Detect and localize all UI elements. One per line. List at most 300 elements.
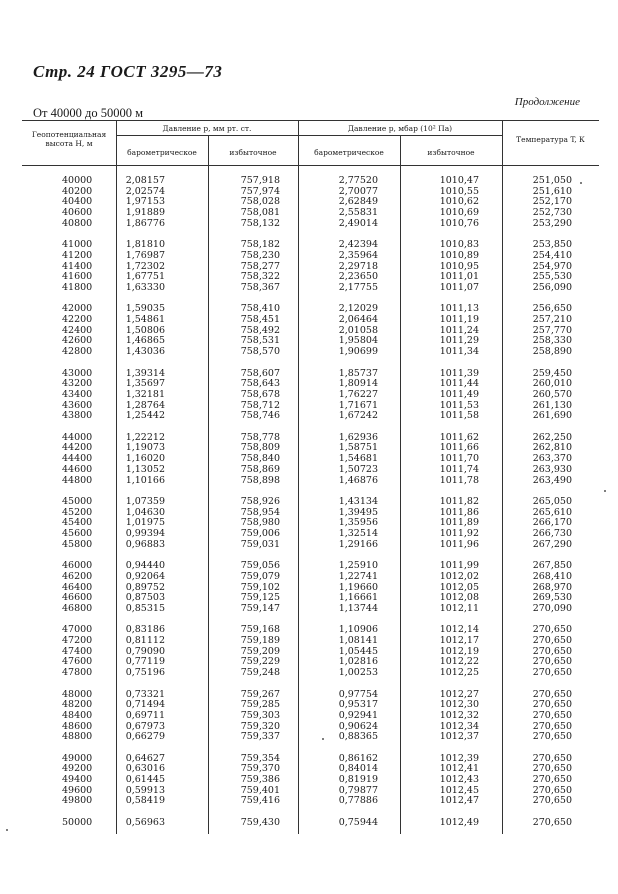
cell-temperature: 257,210	[532, 314, 572, 326]
cell-barometric-mbar: 0,90624	[338, 720, 378, 732]
cell-height: 49600	[62, 784, 93, 796]
cell-height: 47600	[62, 656, 93, 668]
cell-barometric-mbar: 2,01058	[338, 324, 378, 336]
cell-excess-mbar: 1011,82	[439, 495, 479, 507]
cell-barometric-mbar: 1,46876	[338, 474, 378, 486]
row-group	[22, 240, 599, 304]
cell-excess-mbar: 1012,43	[439, 774, 479, 786]
cell-barometric-mmhg: 1,46865	[125, 335, 165, 347]
table-row	[22, 197, 599, 208]
cell-barometric-mbar: 1,19660	[338, 581, 378, 593]
cell-excess-mmhg: 758,570	[240, 346, 280, 358]
cell-barometric-mmhg: 0,63016	[125, 763, 165, 775]
cell-temperature: 270,650	[532, 688, 572, 700]
table-row	[22, 508, 599, 519]
cell-excess-mbar: 1012,27	[439, 688, 479, 700]
cell-barometric-mbar: 2,55831	[338, 207, 378, 219]
cell-barometric-mbar: 1,05445	[338, 645, 378, 657]
cell-excess-mbar: 1011,29	[439, 335, 479, 347]
row-group	[22, 561, 599, 625]
cell-excess-mbar: 1011,19	[439, 314, 479, 326]
cell-excess-mbar: 1012,34	[439, 720, 479, 732]
cell-height: 47400	[62, 645, 93, 657]
cell-excess-mbar: 1012,39	[439, 752, 479, 764]
cell-barometric-mmhg: 1,72302	[125, 260, 165, 272]
cell-excess-mmhg: 758,367	[240, 281, 280, 293]
cell-barometric-mmhg: 0,85315	[125, 602, 165, 614]
cell-temperature: 254,410	[532, 249, 572, 261]
cell-excess-mmhg: 758,898	[240, 474, 280, 486]
cell-barometric-mmhg: 1,39314	[125, 367, 165, 379]
table-row	[22, 529, 599, 540]
cell-excess-mmhg: 759,102	[240, 581, 280, 593]
cell-excess-mmhg: 759,267	[240, 688, 280, 700]
cell-temperature: 266,170	[532, 517, 572, 529]
cell-temperature: 270,650	[532, 645, 572, 657]
cell-height: 49800	[62, 795, 93, 807]
cell-barometric-mbar: 2,49014	[338, 217, 378, 229]
cell-barometric-mbar: 1,95804	[338, 335, 378, 347]
cell-excess-mbar: 1012,47	[439, 795, 479, 807]
cell-barometric-mbar: 1,90699	[338, 346, 378, 358]
cell-barometric-mmhg: 0,66279	[125, 731, 165, 743]
table-row	[22, 540, 599, 551]
cell-barometric-mbar: 2,29718	[338, 260, 378, 272]
table-row	[22, 465, 599, 476]
cell-barometric-mmhg: 2,08157	[125, 175, 165, 186]
row-group	[22, 818, 599, 832]
cell-barometric-mbar: 0,75944	[338, 816, 378, 828]
cell-temperature: 251,610	[532, 185, 572, 197]
cell-barometric-mbar: 2,23650	[338, 271, 378, 283]
cell-excess-mbar: 1011,74	[439, 463, 479, 475]
cell-barometric-mbar: 1,08141	[338, 635, 378, 646]
range-title: От 40000 до 50000 м	[33, 106, 144, 120]
cell-height: 46600	[62, 592, 93, 604]
cell-excess-mmhg: 758,132	[240, 217, 280, 229]
cell-excess-mbar: 1010,55	[439, 185, 479, 197]
cell-barometric-mbar: 1,80914	[338, 378, 378, 390]
cell-barometric-mmhg: 1,10166	[125, 474, 165, 486]
cell-height: 42600	[62, 335, 93, 347]
cell-excess-mmhg: 758,778	[240, 431, 280, 443]
cell-barometric-mmhg: 1,91889	[125, 207, 165, 219]
table-row	[22, 262, 599, 273]
table-row	[22, 187, 599, 198]
header-pressure-mbar: Давление p, мбар (10² Па)	[347, 124, 453, 133]
cell-barometric-mbar: 1,25910	[338, 560, 378, 572]
row-group	[22, 690, 599, 754]
table-header	[22, 120, 599, 166]
cell-excess-mmhg: 758,809	[240, 442, 280, 454]
cell-barometric-mbar: 1,35956	[338, 517, 378, 529]
table-row	[22, 700, 599, 711]
cell-temperature: 253,290	[532, 217, 572, 229]
cell-barometric-mbar: 2,62849	[338, 196, 378, 208]
cell-barometric-mmhg: 0,67973	[125, 720, 165, 732]
table-row	[22, 636, 599, 647]
cell-temperature: 269,530	[532, 592, 572, 604]
table-row	[22, 369, 599, 380]
cell-barometric-mmhg: 1,32181	[125, 388, 165, 400]
cell-height: 41800	[62, 281, 93, 293]
cell-temperature: 266,730	[532, 528, 572, 539]
cell-barometric-mbar: 1,00253	[338, 667, 378, 679]
header-barometric-mmhg: барометрическое	[127, 148, 197, 157]
cell-excess-mmhg: 758,410	[240, 303, 280, 315]
cell-temperature: 268,970	[532, 581, 572, 593]
cell-excess-mbar: 1011,70	[439, 453, 479, 465]
table-row	[22, 240, 599, 251]
table-row	[22, 786, 599, 797]
cell-barometric-mbar: 1,50723	[338, 463, 378, 475]
cell-barometric-mmhg: 0,75196	[125, 667, 165, 679]
table-body	[22, 176, 599, 832]
cell-temperature: 270,650	[532, 795, 572, 807]
cell-excess-mbar: 1012,49	[439, 816, 479, 828]
cell-excess-mmhg: 759,430	[240, 816, 280, 828]
cell-barometric-mmhg: 0,77119	[125, 656, 165, 668]
cell-excess-mbar: 1012,32	[439, 709, 479, 721]
cell-excess-mbar: 1012,25	[439, 667, 479, 679]
cell-barometric-mmhg: 1,19073	[125, 442, 165, 454]
cell-barometric-mmhg: 1,67751	[125, 271, 165, 283]
cell-height: 47200	[62, 635, 93, 646]
cell-temperature: 270,650	[532, 752, 572, 764]
cell-barometric-mbar: 0,79877	[338, 784, 378, 796]
cell-excess-mmhg: 758,926	[240, 495, 280, 507]
row-group	[22, 369, 599, 433]
table-row	[22, 283, 599, 294]
cell-barometric-mmhg: 0,99394	[125, 528, 165, 539]
table-row	[22, 379, 599, 390]
cell-height: 46200	[62, 570, 93, 582]
cell-excess-mbar: 1011,44	[439, 378, 479, 390]
cell-barometric-mmhg: 0,61445	[125, 774, 165, 786]
cell-height: 40000	[62, 175, 93, 186]
cell-temperature: 259,450	[532, 367, 572, 379]
cell-excess-mmhg: 759,125	[240, 592, 280, 604]
cell-excess-mmhg: 757,918	[240, 175, 280, 186]
cell-barometric-mmhg: 0,69711	[125, 709, 165, 721]
cell-excess-mbar: 1011,92	[439, 528, 479, 539]
cell-excess-mbar: 1012,05	[439, 581, 479, 593]
cell-barometric-mbar: 1,22741	[338, 570, 378, 582]
cell-barometric-mbar: 2,17755	[338, 281, 378, 293]
table-row	[22, 818, 599, 829]
cell-barometric-mbar: 0,95317	[338, 699, 378, 711]
cell-height: 46000	[62, 560, 93, 572]
table-row	[22, 497, 599, 508]
cell-barometric-mmhg: 1,04630	[125, 506, 165, 518]
cell-barometric-mmhg: 0,59913	[125, 784, 165, 796]
cell-excess-mbar: 1012,17	[439, 635, 479, 646]
cell-temperature: 252,170	[532, 196, 572, 208]
cell-height: 44800	[62, 474, 93, 486]
cell-barometric-mbar: 1,71671	[338, 399, 378, 411]
table-row	[22, 732, 599, 743]
cell-height: 41200	[62, 249, 93, 261]
continuation-label: Продолжение	[514, 96, 580, 108]
cell-barometric-mbar: 0,81919	[338, 774, 378, 786]
table-row	[22, 411, 599, 422]
table-row	[22, 326, 599, 337]
cell-height: 43000	[62, 367, 93, 379]
cell-barometric-mmhg: 1,50806	[125, 324, 165, 336]
table-row	[22, 219, 599, 230]
table-row	[22, 764, 599, 775]
cell-excess-mbar: 1012,22	[439, 656, 479, 668]
cell-barometric-mmhg: 0,79090	[125, 645, 165, 657]
cell-temperature: 260,570	[532, 388, 572, 400]
cell-temperature: 270,090	[532, 602, 572, 614]
cell-excess-mmhg: 758,322	[240, 271, 280, 283]
cell-temperature: 263,930	[532, 463, 572, 475]
cell-excess-mmhg: 759,401	[240, 784, 280, 796]
header-temperature: Температура T, К	[516, 135, 585, 144]
cell-height: 47800	[62, 667, 93, 679]
cell-excess-mbar: 1011,58	[439, 410, 479, 422]
cell-barometric-mmhg: 0,96883	[125, 538, 165, 550]
table-row	[22, 443, 599, 454]
cell-temperature: 258,890	[532, 346, 572, 358]
table-row	[22, 315, 599, 326]
table-row	[22, 176, 599, 187]
cell-height: 45400	[62, 517, 93, 529]
cell-barometric-mmhg: 1,16020	[125, 453, 165, 465]
cell-barometric-mmhg: 1,01975	[125, 517, 165, 529]
cell-temperature: 270,650	[532, 731, 572, 743]
header-excess-mbar: избыточное	[427, 148, 475, 157]
cell-excess-mbar: 1011,49	[439, 388, 479, 400]
cell-barometric-mmhg: 1,86776	[125, 217, 165, 229]
cell-temperature: 267,290	[532, 538, 572, 550]
cell-excess-mmhg: 759,147	[240, 602, 280, 614]
table-row	[22, 304, 599, 315]
cell-height: 43600	[62, 399, 93, 411]
table-row	[22, 647, 599, 658]
cell-barometric-mmhg: 1,13052	[125, 463, 165, 475]
cell-height: 42000	[62, 303, 93, 315]
cell-barometric-mmhg: 0,71494	[125, 699, 165, 711]
cell-excess-mbar: 1011,96	[439, 538, 479, 550]
cell-barometric-mmhg: 1,81810	[125, 239, 165, 251]
cell-excess-mbar: 1011,78	[439, 474, 479, 486]
cell-excess-mmhg: 759,416	[240, 795, 280, 807]
cell-barometric-mbar: 0,86162	[338, 752, 378, 764]
cell-barometric-mbar: 1,16661	[338, 592, 378, 604]
cell-height: 49400	[62, 774, 93, 786]
cell-barometric-mbar: 1,54681	[338, 453, 378, 465]
table-row	[22, 593, 599, 604]
cell-barometric-mmhg: 1,25442	[125, 410, 165, 422]
cell-height: 43400	[62, 388, 93, 400]
cell-excess-mmhg: 758,643	[240, 378, 280, 390]
cell-excess-mbar: 1011,86	[439, 506, 479, 518]
table-row	[22, 390, 599, 401]
cell-temperature: 261,690	[532, 410, 572, 422]
cell-excess-mbar: 1010,95	[439, 260, 479, 272]
header-excess-mmhg: избыточное	[229, 148, 277, 157]
table-row	[22, 754, 599, 765]
cell-excess-mmhg: 759,386	[240, 774, 280, 786]
cell-temperature: 270,650	[532, 784, 572, 796]
cell-excess-mbar: 1012,45	[439, 784, 479, 796]
cell-barometric-mbar: 2,77520	[338, 175, 378, 186]
cell-excess-mmhg: 758,980	[240, 517, 280, 529]
cell-excess-mbar: 1010,69	[439, 207, 479, 219]
cell-barometric-mmhg: 0,58419	[125, 795, 165, 807]
cell-temperature: 261,130	[532, 399, 572, 411]
cell-barometric-mbar: 1,39495	[338, 506, 378, 518]
cell-temperature: 263,490	[532, 474, 572, 486]
row-group	[22, 433, 599, 497]
cell-temperature: 270,650	[532, 656, 572, 668]
cell-excess-mbar: 1010,89	[439, 249, 479, 261]
cell-excess-mmhg: 759,079	[240, 570, 280, 582]
cell-temperature: 257,770	[532, 324, 572, 336]
row-group	[22, 176, 599, 240]
cell-excess-mbar: 1012,02	[439, 570, 479, 582]
cell-height: 40800	[62, 217, 93, 229]
cell-excess-mmhg: 759,248	[240, 667, 280, 679]
cell-excess-mmhg: 759,320	[240, 720, 280, 732]
cell-excess-mbar: 1011,13	[439, 303, 479, 315]
row-group	[22, 625, 599, 689]
cell-temperature: 262,810	[532, 442, 572, 454]
cell-height: 44000	[62, 431, 93, 443]
cell-excess-mmhg: 758,492	[240, 324, 280, 336]
cell-temperature: 265,610	[532, 506, 572, 518]
cell-excess-mmhg: 758,081	[240, 207, 280, 219]
cell-temperature: 255,530	[532, 271, 572, 283]
cell-excess-mbar: 1010,47	[439, 175, 479, 186]
table-row	[22, 625, 599, 636]
cell-barometric-mbar: 1,62936	[338, 431, 378, 443]
table-row	[22, 518, 599, 529]
cell-temperature: 260,010	[532, 378, 572, 390]
cell-excess-mmhg: 757,974	[240, 185, 280, 197]
cell-excess-mbar: 1011,53	[439, 399, 479, 411]
cell-height: 46400	[62, 581, 93, 593]
cell-excess-mmhg: 758,182	[240, 239, 280, 251]
cell-barometric-mbar: 1,10906	[338, 624, 378, 636]
cell-barometric-mmhg: 1,63330	[125, 281, 165, 293]
cell-height: 40600	[62, 207, 93, 219]
table-row	[22, 775, 599, 786]
cell-temperature: 270,650	[532, 763, 572, 775]
cell-barometric-mbar: 0,97754	[338, 688, 378, 700]
cell-height: 44200	[62, 442, 93, 454]
cell-temperature: 270,650	[532, 720, 572, 732]
cell-excess-mmhg: 759,006	[240, 528, 280, 539]
cell-excess-mmhg: 759,303	[240, 709, 280, 721]
cell-height: 43800	[62, 410, 93, 422]
row-group	[22, 754, 599, 818]
cell-excess-mbar: 1012,08	[439, 592, 479, 604]
row-group	[22, 497, 599, 561]
cell-barometric-mmhg: 0,89752	[125, 581, 165, 593]
table-row	[22, 433, 599, 444]
cell-barometric-mmhg: 1,76987	[125, 249, 165, 261]
cell-barometric-mbar: 2,70077	[338, 185, 378, 197]
cell-excess-mmhg: 758,277	[240, 260, 280, 272]
cell-temperature: 270,650	[532, 816, 572, 828]
cell-excess-mmhg: 758,230	[240, 249, 280, 261]
cell-height: 41400	[62, 260, 93, 272]
table-row	[22, 668, 599, 679]
table-row	[22, 796, 599, 807]
cell-excess-mmhg: 758,840	[240, 453, 280, 465]
cell-height: 48600	[62, 720, 93, 732]
cell-excess-mmhg: 759,168	[240, 624, 280, 636]
cell-excess-mbar: 1011,62	[439, 431, 479, 443]
cell-barometric-mmhg: 1,28764	[125, 399, 165, 411]
cell-excess-mbar: 1011,34	[439, 346, 479, 358]
cell-height: 41600	[62, 271, 93, 283]
cell-barometric-mmhg: 1,35697	[125, 378, 165, 390]
cell-excess-mbar: 1012,41	[439, 763, 479, 775]
cell-excess-mmhg: 759,370	[240, 763, 280, 775]
cell-height: 48800	[62, 731, 93, 743]
cell-height: 48200	[62, 699, 93, 711]
cell-excess-mmhg: 758,607	[240, 367, 280, 379]
cell-barometric-mmhg: 0,73321	[125, 688, 165, 700]
cell-excess-mmhg: 759,337	[240, 731, 280, 743]
cell-excess-mmhg: 759,031	[240, 538, 280, 550]
cell-barometric-mmhg: 0,83186	[125, 624, 165, 636]
cell-excess-mbar: 1010,83	[439, 239, 479, 251]
cell-barometric-mbar: 2,12029	[338, 303, 378, 315]
cell-excess-mmhg: 759,209	[240, 645, 280, 657]
cell-barometric-mbar: 1,32514	[338, 528, 378, 539]
table-row	[22, 583, 599, 594]
cell-excess-mmhg: 759,285	[240, 699, 280, 711]
cell-excess-mbar: 1011,39	[439, 367, 479, 379]
cell-temperature: 253,850	[532, 239, 572, 251]
cell-barometric-mbar: 2,35964	[338, 249, 378, 261]
cell-temperature: 270,650	[532, 667, 572, 679]
cell-temperature: 251,050	[532, 175, 572, 186]
cell-excess-mbar: 1011,99	[439, 560, 479, 572]
cell-barometric-mmhg: 1,59035	[125, 303, 165, 315]
cell-excess-mbar: 1011,89	[439, 517, 479, 529]
cell-barometric-mmhg: 0,81112	[125, 635, 165, 646]
cell-height: 40400	[62, 196, 93, 208]
cell-temperature: 270,650	[532, 699, 572, 711]
cell-barometric-mbar: 1,67242	[338, 410, 378, 422]
cell-barometric-mmhg: 2,02574	[125, 185, 165, 197]
cell-excess-mmhg: 759,189	[240, 635, 280, 646]
cell-barometric-mbar: 0,92941	[338, 709, 378, 721]
cell-temperature: 262,250	[532, 431, 572, 443]
table-row	[22, 722, 599, 733]
cell-height: 42800	[62, 346, 93, 358]
cell-height: 41000	[62, 239, 93, 251]
cell-height: 45600	[62, 528, 93, 539]
cell-height: 45800	[62, 538, 93, 550]
cell-temperature: 263,370	[532, 453, 572, 465]
cell-barometric-mmhg: 1,07359	[125, 495, 165, 507]
cell-height: 49200	[62, 763, 93, 775]
header-barometric-mbar: барометрическое	[314, 148, 384, 157]
table-row	[22, 711, 599, 722]
cell-barometric-mbar: 1,85737	[338, 367, 378, 379]
cell-height: 44600	[62, 463, 93, 475]
cell-excess-mmhg: 758,531	[240, 335, 280, 347]
table-row	[22, 454, 599, 465]
cell-excess-mmhg: 758,028	[240, 196, 280, 208]
